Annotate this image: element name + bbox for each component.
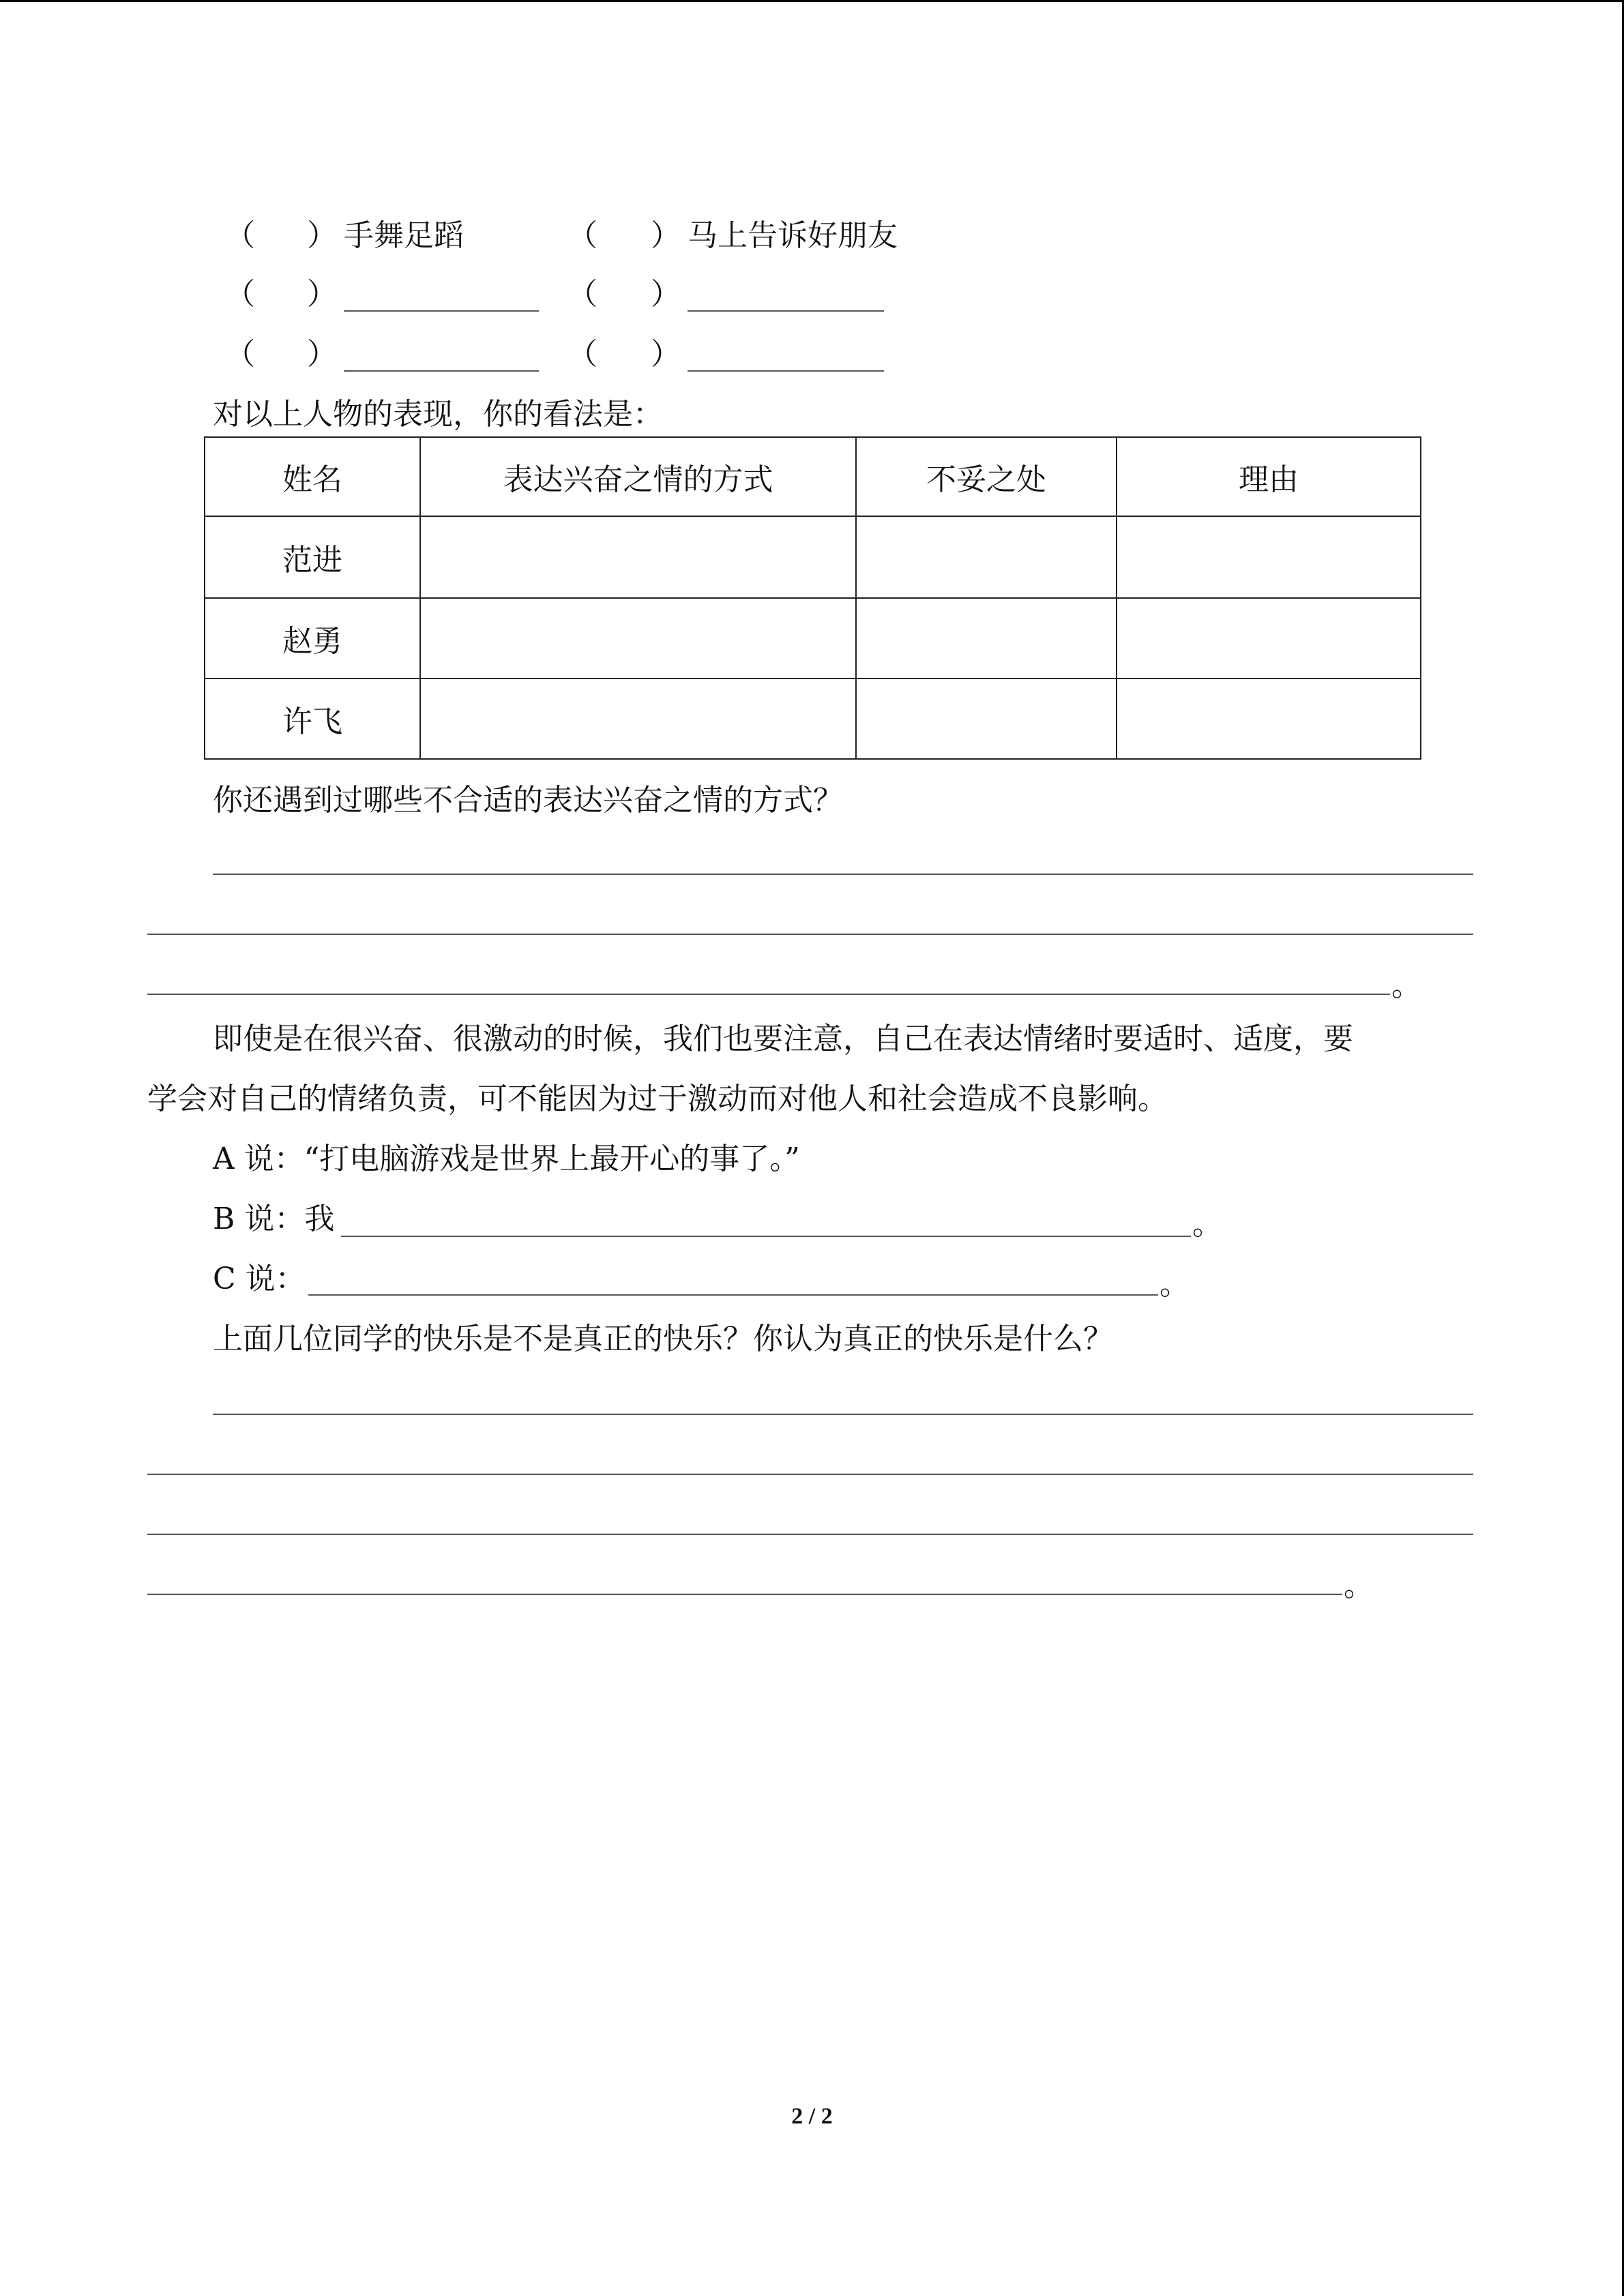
choice-label-dance: 手舞足蹈 bbox=[344, 218, 464, 253]
row-name: 赵勇 bbox=[205, 598, 420, 679]
answer-cell[interactable] bbox=[1117, 679, 1421, 759]
answer-line[interactable] bbox=[147, 1474, 1473, 1475]
answer-line[interactable] bbox=[213, 874, 1473, 875]
table-row bbox=[205, 516, 1421, 598]
answer-cell[interactable] bbox=[1117, 598, 1421, 679]
table-row bbox=[205, 679, 1421, 759]
answer-line[interactable] bbox=[147, 934, 1473, 935]
answer-cell[interactable] bbox=[420, 516, 856, 598]
answer-blank[interactable] bbox=[688, 310, 884, 312]
table-header-row bbox=[205, 437, 1421, 516]
answer-blank[interactable] bbox=[308, 1294, 1158, 1296]
paren-close: ） bbox=[307, 218, 337, 253]
paren-open: （ bbox=[225, 277, 255, 312]
paren-close: ） bbox=[651, 337, 681, 372]
period: 。 bbox=[1391, 968, 1421, 1003]
table-intro: 对以上人物的表现，你的看法是： bbox=[213, 397, 663, 432]
answer-cell[interactable] bbox=[420, 598, 856, 679]
c-says: C 说： bbox=[213, 1262, 306, 1296]
header-reason: 理由 bbox=[1117, 437, 1421, 516]
answer-line[interactable] bbox=[213, 1414, 1473, 1415]
choice-label-tell-friend: 马上告诉好朋友 bbox=[688, 218, 898, 253]
answer-line[interactable] bbox=[147, 994, 1390, 995]
answer-cell[interactable] bbox=[420, 679, 856, 759]
question-2: 上面几位同学的快乐是不是真正的快乐？你认为真正的快乐是什么？ bbox=[213, 1322, 1113, 1356]
period: 。 bbox=[1192, 1207, 1222, 1242]
header-name: 姓名 bbox=[205, 437, 420, 516]
answer-cell[interactable] bbox=[856, 516, 1117, 598]
table-row bbox=[205, 598, 1421, 679]
paren-close: ） bbox=[307, 337, 337, 372]
answer-cell[interactable] bbox=[856, 679, 1117, 759]
row-name: 范进 bbox=[205, 516, 420, 598]
paren-open: （ bbox=[567, 277, 597, 312]
paren-open: （ bbox=[567, 218, 597, 253]
answer-blank[interactable] bbox=[344, 370, 539, 372]
answer-line[interactable] bbox=[147, 1534, 1473, 1535]
question-1: 你还遇到过哪些不合适的表达兴奋之情的方式？ bbox=[213, 783, 843, 818]
answer-blank[interactable] bbox=[688, 370, 884, 372]
paren-open: （ bbox=[225, 337, 255, 372]
answer-blank[interactable] bbox=[344, 310, 539, 312]
paragraph-line-2: 学会对自己的情绪负责，可不能因为过于激动而对他人和社会造成不良影响。 bbox=[147, 1082, 1168, 1116]
answer-line[interactable] bbox=[147, 1594, 1342, 1595]
b-says: B 说：我 bbox=[213, 1202, 335, 1236]
header-problem: 不妥之处 bbox=[856, 437, 1117, 516]
page-number: 2 / 2 bbox=[791, 2104, 833, 2129]
row-name: 许飞 bbox=[205, 679, 420, 759]
a-says: A 说：“打电脑游戏是世界上最开心的事了。” bbox=[213, 1142, 800, 1176]
opinion-table bbox=[204, 436, 1421, 760]
period: 。 bbox=[1344, 1568, 1374, 1603]
paren-open: （ bbox=[567, 337, 597, 372]
page-top-border bbox=[0, 0, 1624, 2]
header-method: 表达兴奋之情的方式 bbox=[420, 437, 856, 516]
answer-cell[interactable] bbox=[1117, 516, 1421, 598]
paren-open: （ bbox=[225, 218, 255, 253]
period: 。 bbox=[1160, 1267, 1190, 1302]
answer-blank[interactable] bbox=[341, 1236, 1191, 1237]
paren-close: ） bbox=[307, 277, 337, 312]
answer-cell[interactable] bbox=[856, 598, 1117, 679]
paragraph-line-1: 即使是在很兴奋、很激动的时候，我们也要注意，自己在表达情绪时要适时、适度，要 bbox=[213, 1022, 1353, 1056]
paren-close: ） bbox=[651, 277, 681, 312]
paren-close: ） bbox=[651, 218, 681, 253]
